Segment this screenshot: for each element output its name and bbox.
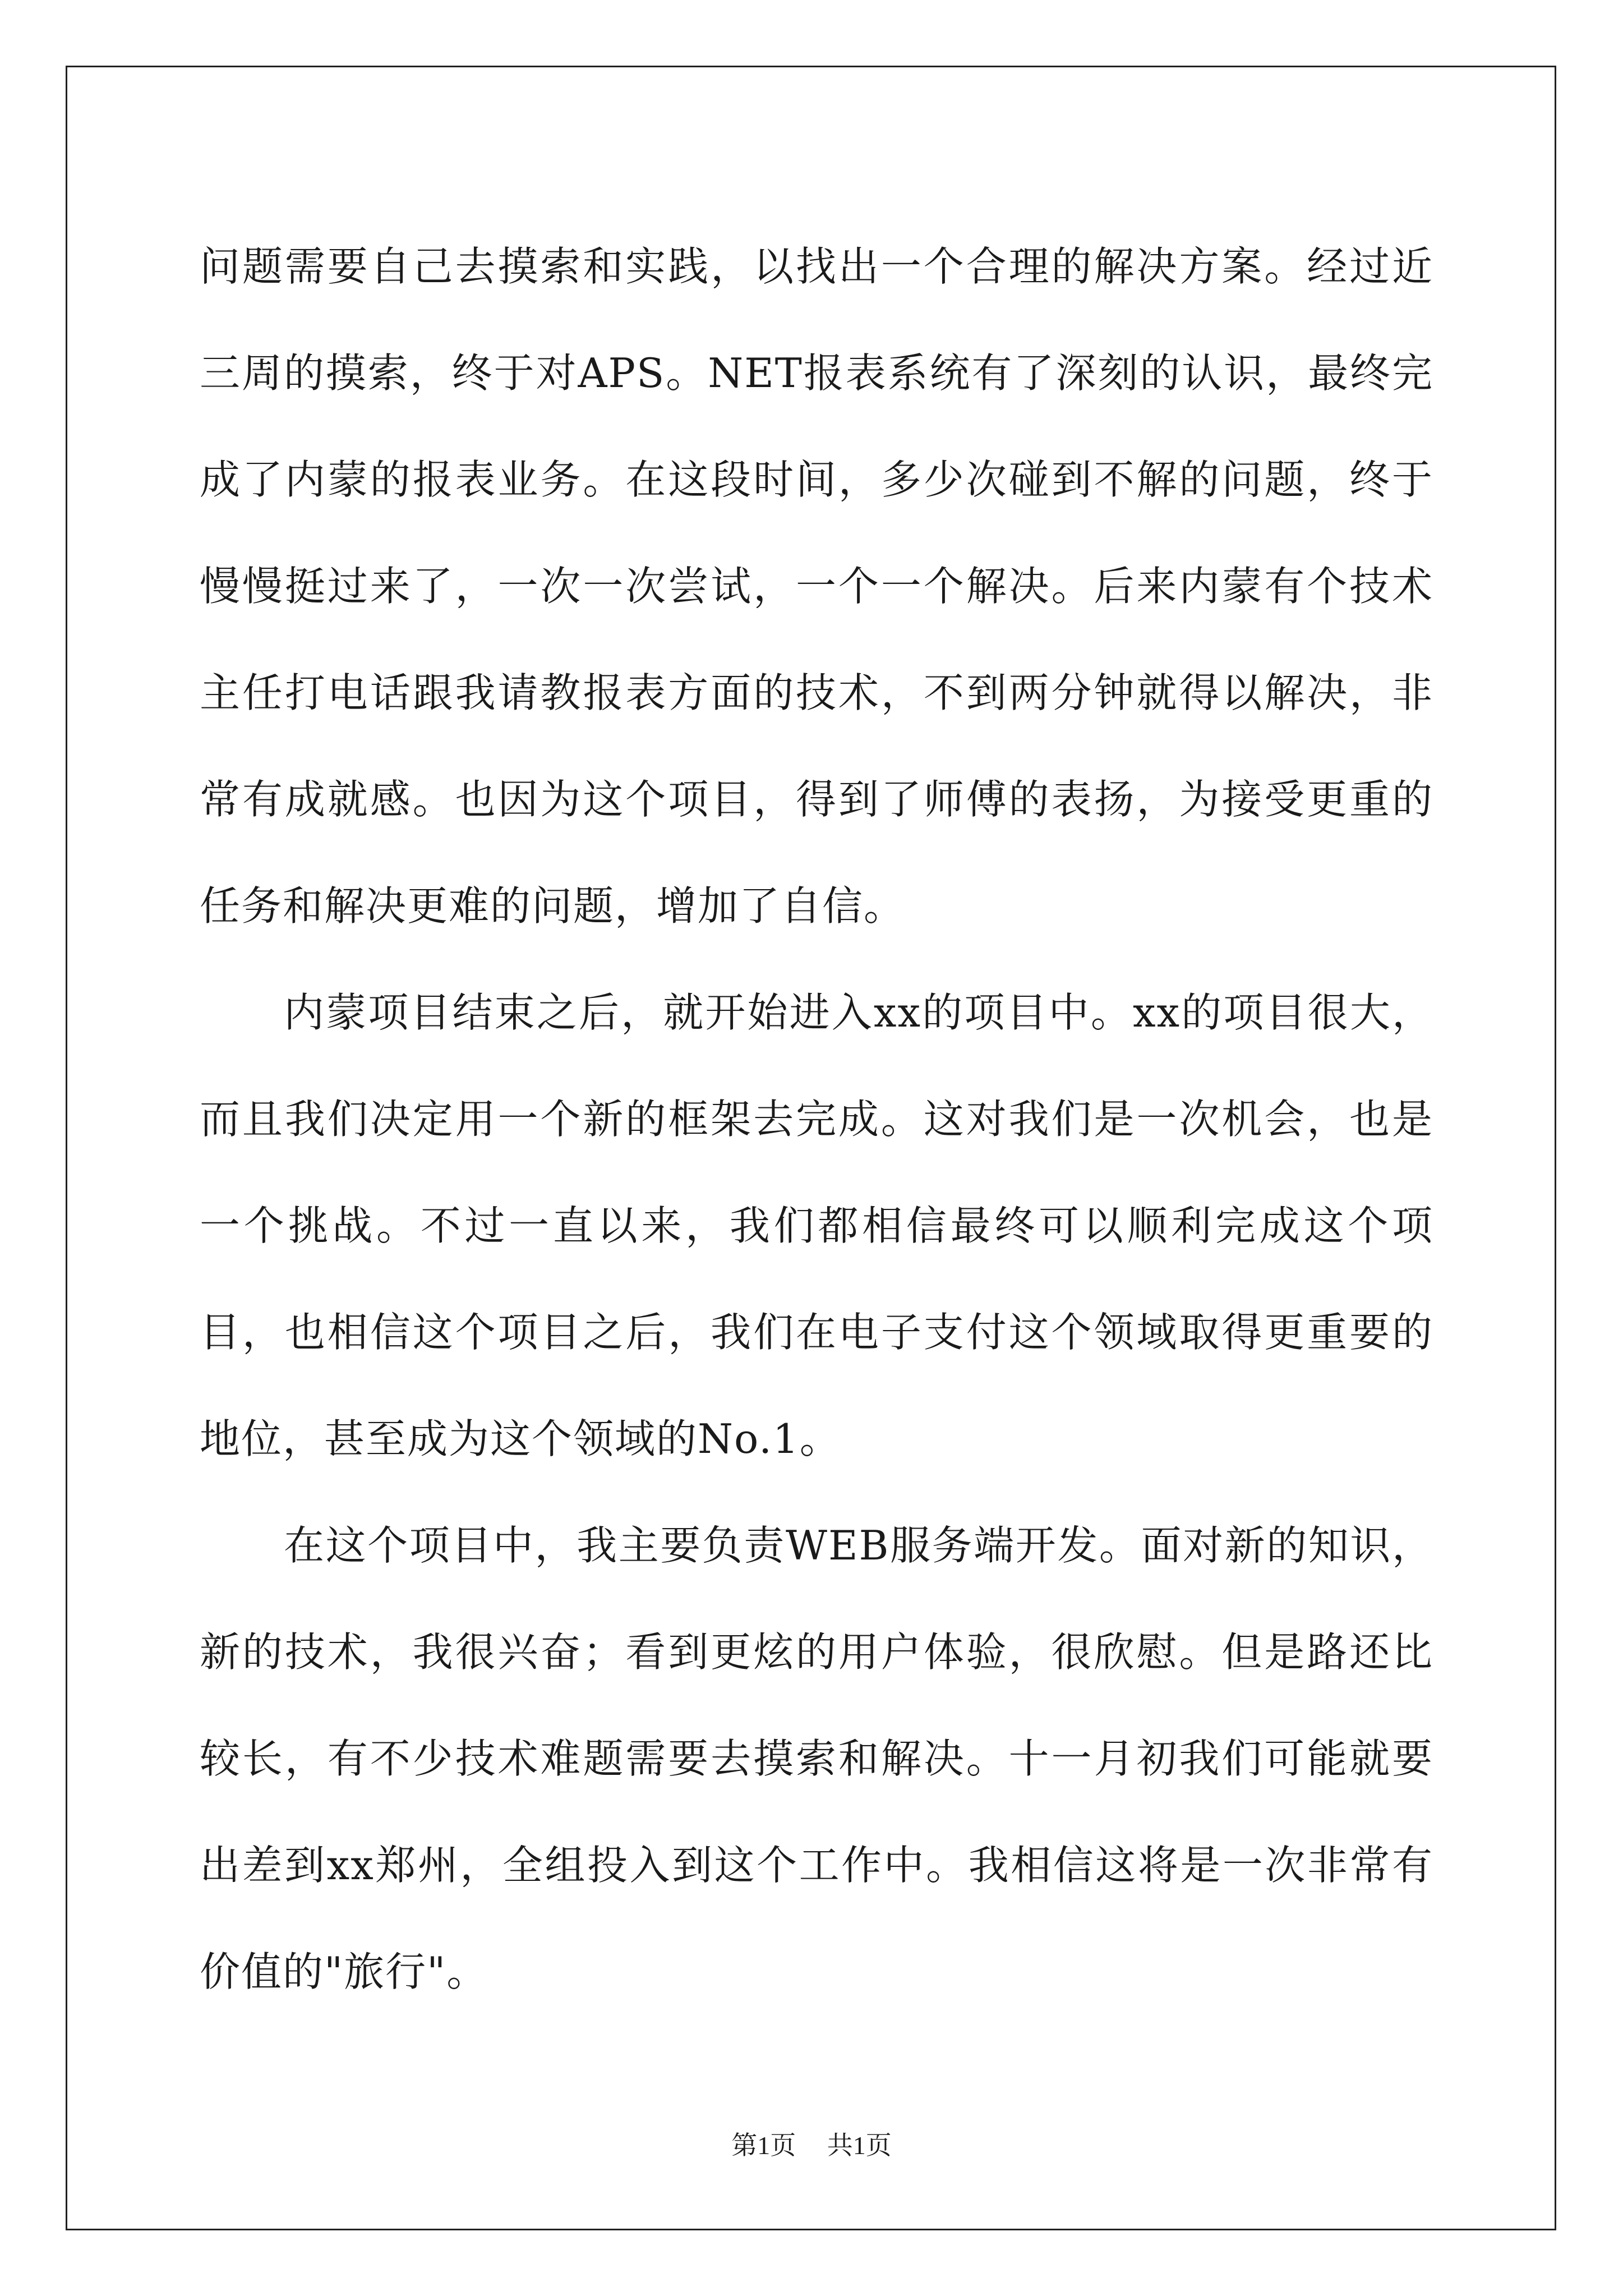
page-total: 共1页 [827, 2131, 892, 2160]
paragraph-2: 内蒙项目结束之后，就开始进入xx的项目中。xx的项目很大，而且我们决定用一个新的框架去完成。这对我们是一次机会，也是一个挑战。不过一直以来，我们都相信最终可以顺利完成这个项目，也相信这个项目之后，我们在电子支付这个领域取得更重要的地位，甚至成为这个领域的No.1。 [200, 989, 1433, 1462]
page-footer [0, 2129, 1623, 2162]
paragraph-3: 在这个项目中，我主要负责WEB服务端开发。面对新的知识，新的技术，我很兴奋；看到更炫的用户体验，很欣慰。但是路还比较长，有不少技术难题需要去摸索和解决。十一月初我们可能就要出差到xx郑州，全组投入到这个工作中。我相信这将是一次非常有价值的"旅行"。 [200, 1522, 1433, 1995]
paragraph-1: 问题需要自己去摸索和实践，以找出一个合理的解决方案。经过近三周的摸索，终于对APS。NET报表系统有了深刻的认识，最终完成了内蒙的报表业务。在这段时间，多少次碰到不解的问题，终于慢慢挺过来了，一次一次尝试，一个一个解决。后来内蒙有个技术主任打电话跟我请教报表方面的技术，不到两分钟就得以解决，非常有成就感。也因为这个项目，得到了师傅的表扬，为接受更重的任务和解决更难的问题，增加了自信。 [200, 243, 1433, 930]
document-body [200, 213, 1433, 2025]
page-number: 第1页 [731, 2131, 796, 2160]
